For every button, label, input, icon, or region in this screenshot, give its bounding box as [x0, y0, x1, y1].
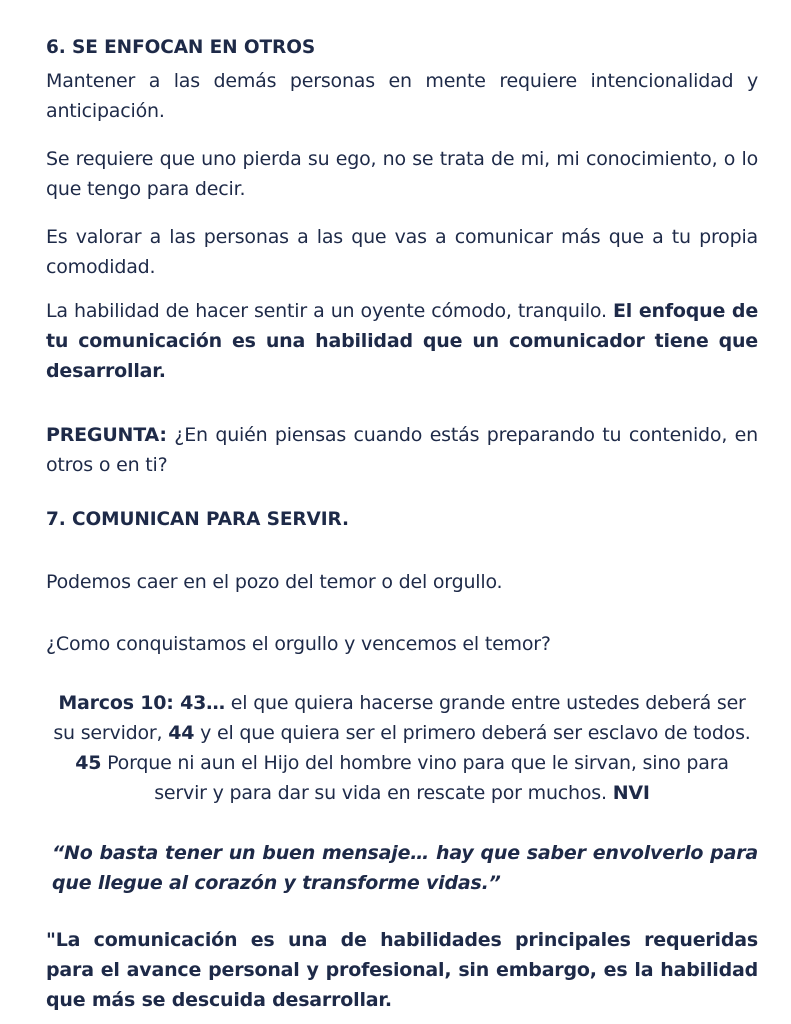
- section-7-paragraph-1: Podemos caer en el pozo del temor o del orgullo.: [46, 571, 503, 593]
- section-6-paragraph-1: Mantener a las demás personas en mente requiere intencionalidad y anticipación.: [46, 70, 758, 122]
- section-6-paragraph-3: Es valorar a las personas a las que vas a comunicar más que a tu propia comodidad.: [46, 226, 758, 278]
- verse-number-44: 44: [168, 722, 195, 744]
- verse-reference: Marcos 10: 43…: [58, 692, 225, 714]
- section-6-paragraph-4: [46, 296, 758, 386]
- section-7-paragraph-2: ¿Como conquistamos el orgullo y vencemos el temor?: [46, 633, 551, 655]
- section-6-paragraph-2: Se requiere que uno pierda su ego, no se trata de mi, mi conocimiento, o lo que tengo para decir.: [46, 148, 758, 200]
- question-label: PREGUNTA:: [46, 424, 167, 446]
- verse-text-1: el que quiera hacerse grande entre ustedes deberá ser su servidor,: [53, 692, 746, 744]
- quote-2: "La comunicación es una de habilidades principales requeridas para el avance personal y profesional, sin embargo, es la habilidad que más se descuida desarrollar.: [46, 929, 758, 1011]
- quote-1: “No basta tener un buen mensaje… hay que saber envolverlo para que llegue al corazón y transforme vidas.”: [52, 842, 758, 894]
- section-7-heading: 7. COMUNICAN PARA SERVIR.: [46, 509, 349, 530]
- bible-verse: [52, 688, 752, 808]
- verse-text-3: Porque ni aun el Hijo del hombre vino para que le sirvan, sino para servir y para dar su vida en rescate por muchos.: [101, 752, 729, 804]
- paragraph-4-text: La habilidad de hacer sentir a un oyente cómodo, tranquilo.: [46, 300, 614, 322]
- verse-text-2: y el que quiera ser el primero deberá ser esclavo de todos.: [194, 722, 751, 744]
- section-6-heading: 6. SE ENFOCAN EN OTROS: [46, 37, 316, 58]
- verse-version: NVI: [612, 782, 650, 804]
- verse-number-45: 45: [75, 752, 102, 774]
- question-paragraph: [46, 420, 758, 480]
- question-text: ¿En quién piensas cuando estás preparando tu contenido, en otros o en ti?: [46, 424, 758, 476]
- paragraph-4-bold-text: El enfoque de tu comunicación es una habilidad que un comunicador tiene que desarrollar.: [46, 300, 758, 382]
